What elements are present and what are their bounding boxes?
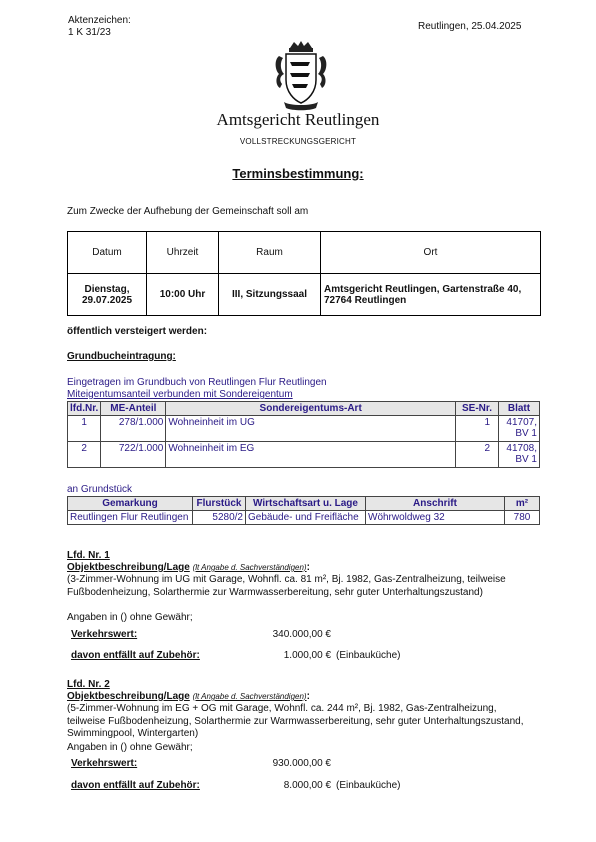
header-raum: Raum — [219, 232, 321, 274]
se-cell: Wohneinheit im EG — [166, 442, 456, 468]
intro-text: Zum Zwecke der Aufhebung der Gemeinschaft soll am — [67, 206, 309, 217]
item-1-desc-heading — [67, 562, 310, 573]
grundbuch-heading: Grundbucheintragung: — [67, 351, 176, 362]
item-2-desc-note: (lt Angabe d. Sachverständigen) — [192, 692, 307, 701]
grundbuch-line-1: Eingetragen im Grundbuch von Reutlingen Flur Reutlingen — [67, 377, 327, 388]
item-1-desc-label: Objektbeschreibung/Lage — [67, 562, 190, 573]
gs-header-anschrift: Anschrift — [366, 497, 505, 511]
grundbuch-line-2: Miteigentumsanteil verbunden mit Sondereigentum — [67, 389, 293, 400]
item-1-desc-colon: : — [306, 562, 310, 573]
se-cell: 722/1.000 — [101, 442, 166, 468]
item-2-zubehoer-note: (Einbauküche) — [336, 780, 401, 791]
se-cell: 1 — [68, 416, 101, 442]
item-2-number: Lfd. Nr. 2 — [67, 679, 110, 690]
page-title: Terminsbestimmung: — [232, 166, 364, 181]
aktenzeichen-label: Aktenzeichen: — [68, 15, 131, 26]
item-2-desc-colon: : — [306, 691, 310, 702]
item-2-angaben: Angaben in () ohne Gewähr; — [67, 742, 193, 753]
se-cell: Wohneinheit im UG — [166, 416, 456, 442]
value-raum: III, Sitzungssaal — [219, 274, 321, 316]
item-1-desc-note: (lt Angabe d. Sachverständigen) — [192, 563, 307, 572]
item-2-desc-heading — [67, 691, 310, 702]
value-uhrzeit: 10:00 Uhr — [147, 274, 219, 316]
se-header-art: Sondereigentums-Art — [166, 402, 456, 416]
item-2-desc-text: (5-Zimmer-Wohnung im EG + OG mit Garage, Wohnfl. ca. 244 m², Bj. 1982, Gas-Zentralheizung, teilweise Fußbodenheizung, Solarthermie zur Warmwasserbereitung, sehr guter Unterhaltungszustand, Swimmingpool, Wintergarten) — [67, 703, 524, 739]
gs-header-flurstueck: Flurstück — [193, 497, 246, 511]
gs-cell: Reutlingen Flur Reutlingen — [68, 511, 193, 525]
versteigert-text: öffentlich versteigert werden: — [67, 326, 208, 337]
value-datum: Dienstag, 29.07.2025 — [68, 274, 147, 316]
se-header-nr: lfd.Nr. — [68, 402, 101, 416]
header-datum: Datum — [68, 232, 147, 274]
se-cell: 1 — [456, 416, 499, 442]
gs-cell: 780 — [505, 511, 540, 525]
table-row — [68, 442, 540, 468]
court-name: Amtsgericht Reutlingen — [216, 110, 380, 129]
coat-of-arms-icon — [270, 40, 332, 112]
se-cell: 278/1.000 — [101, 416, 166, 442]
item-2-verkehrswert-label: Verkehrswert: — [71, 758, 138, 769]
se-header-blatt: Blatt — [499, 402, 540, 416]
item-1-verkehrswert-label: Verkehrswert: — [71, 629, 138, 640]
gs-header-m2: m² — [505, 497, 540, 511]
termin-table — [67, 231, 541, 316]
item-1-zubehoer: 1.000,00 € — [283, 650, 331, 661]
se-cell: 41708, BV 1 — [499, 442, 540, 468]
gs-header-wirtschaftsart: Wirtschaftsart u. Lage — [246, 497, 366, 511]
header-ort: Ort — [321, 232, 541, 274]
item-2-desc-label: Objektbeschreibung/Lage — [67, 691, 190, 702]
aktenzeichen: 1 K 31/23 — [68, 27, 111, 38]
place-date: Reutlingen, 25.04.2025 — [418, 21, 522, 32]
header-uhrzeit: Uhrzeit — [147, 232, 219, 274]
se-cell: 41707, BV 1 — [499, 416, 540, 442]
table-row — [68, 511, 540, 525]
court-department: VOLLSTRECKUNGSGERICHT — [239, 137, 357, 146]
item-2-zubehoer: 8.000,00 € — [283, 780, 331, 791]
se-cell: 2 — [456, 442, 499, 468]
item-1-number: Lfd. Nr. 1 — [67, 550, 110, 561]
grundstueck-table — [67, 496, 540, 525]
sondereigentum-table — [67, 401, 540, 468]
se-cell: 2 — [68, 442, 101, 468]
item-1-desc-text: (3-Zimmer-Wohnung im UG mit Garage, Wohnfl. ca. 81 m², Bj. 1982, Gas-Zentralheizung, teilweise Fußbodenheizung, Solarthermie zur Warmwasserbereitung, sehr guter Unterhaltungszustand) — [67, 574, 506, 598]
table-row — [68, 416, 540, 442]
item-1-zubehoer-label: davon entfällt auf Zubehör: — [71, 650, 200, 661]
item-1-zubehoer-note: (Einbauküche) — [336, 650, 401, 661]
se-header-anteil: ME-Anteil — [101, 402, 166, 416]
gs-header-gemarkung: Gemarkung — [68, 497, 193, 511]
gs-cell: Gebäude- und Freifläche — [246, 511, 366, 525]
gs-cell: Wöhrwoldweg 32 — [366, 511, 505, 525]
se-header-senr: SE-Nr. — [456, 402, 499, 416]
item-1-angaben: Angaben in () ohne Gewähr; — [67, 612, 193, 623]
item-1-verkehrswert: 340.000,00 € — [272, 629, 331, 640]
item-2-verkehrswert: 930.000,00 € — [272, 758, 331, 769]
item-2-zubehoer-label: davon entfällt auf Zubehör: — [71, 780, 200, 791]
value-ort: Amtsgericht Reutlingen, Gartenstraße 40, 72764 Reutlingen — [321, 274, 541, 316]
gs-cell: 5280/2 — [193, 511, 246, 525]
an-grundstueck: an Grundstück — [67, 484, 133, 495]
